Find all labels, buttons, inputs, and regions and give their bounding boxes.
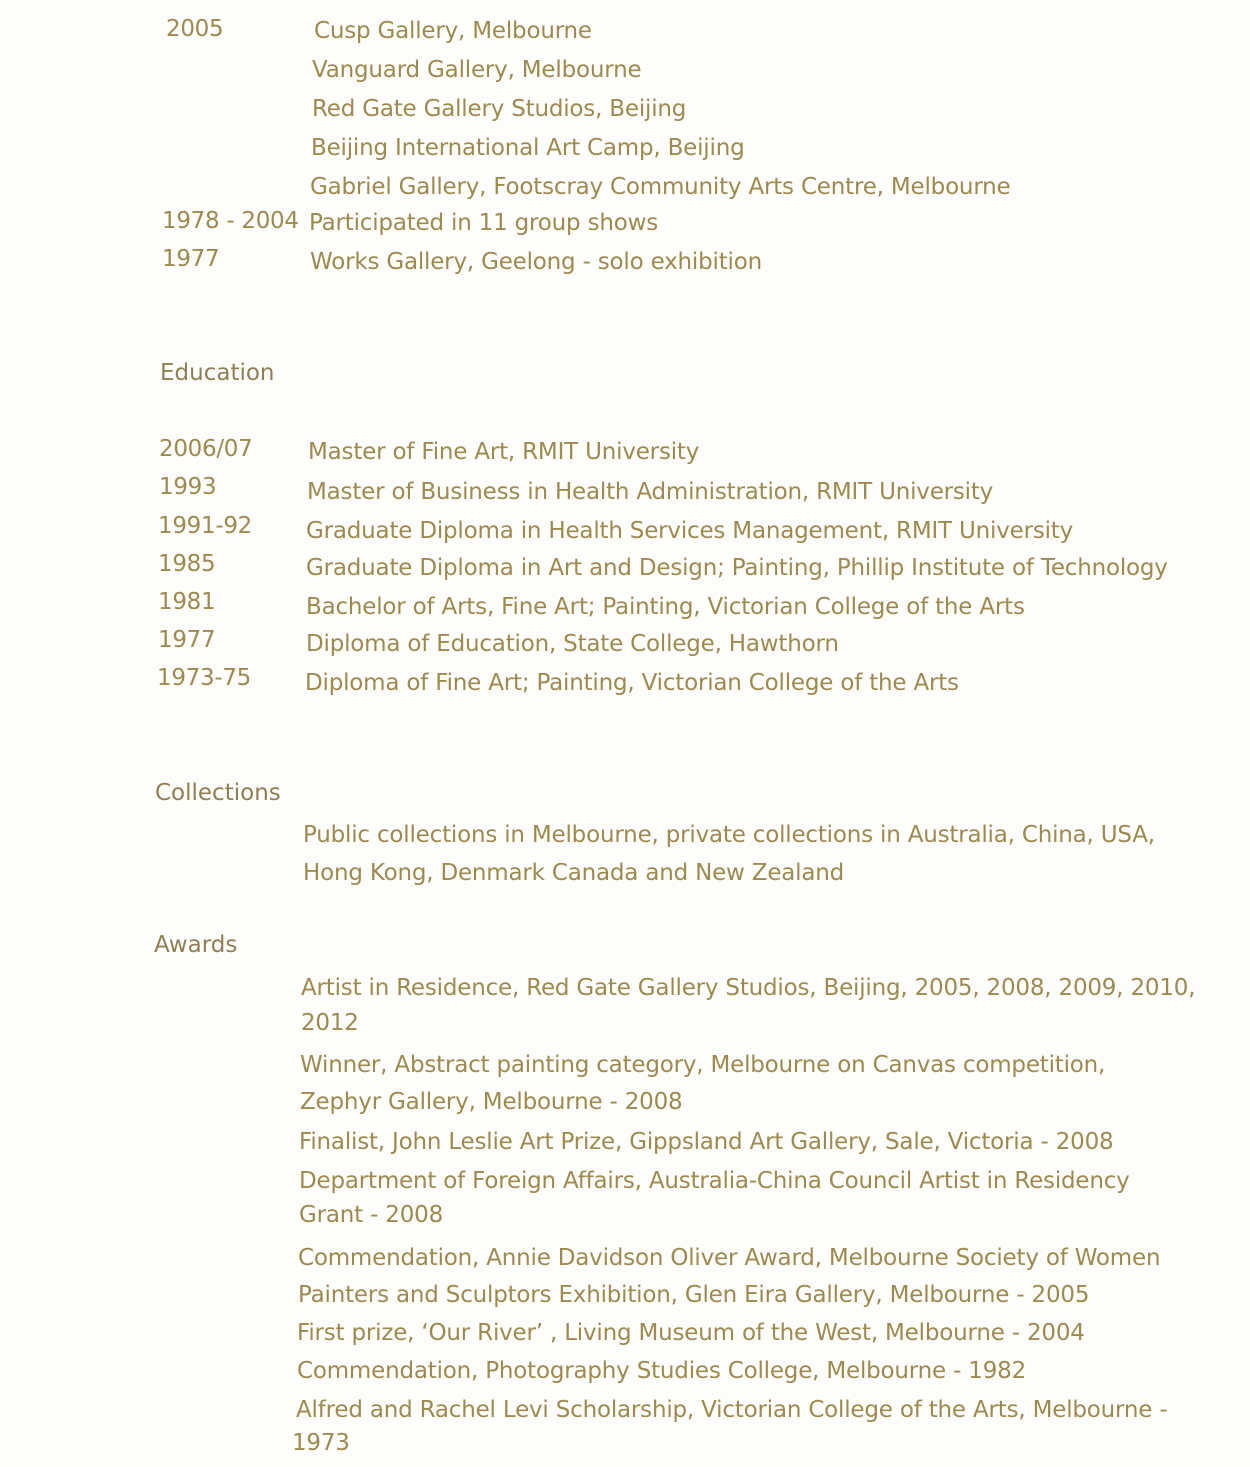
collections-line: Public collections in Melbourne, private collections in Australia, China, USA, bbox=[303, 822, 1155, 848]
education-year: 1981 bbox=[158, 589, 216, 615]
award-line: Commendation, Annie Davidson Oliver Award, Melbourne Society of Women bbox=[298, 1245, 1161, 1271]
education-entry: Graduate Diploma in Health Services Management, RMIT University bbox=[306, 518, 1074, 544]
education-year: 1973-75 bbox=[157, 665, 251, 691]
education-year: 1977 bbox=[158, 627, 216, 653]
award-line: First prize, ‘Our River’ , Living Museum of the West, Melbourne - 2004 bbox=[297, 1320, 1085, 1346]
education-year: 2006/07 bbox=[159, 436, 253, 462]
exhibition-entry: Works Gallery, Geelong - solo exhibition bbox=[310, 249, 762, 275]
award-line: Alfred and Rachel Levi Scholarship, Victorian College of the Arts, Melbourne - bbox=[296, 1397, 1168, 1423]
award-line: 2012 bbox=[301, 1010, 359, 1036]
collections-heading: Collections bbox=[155, 780, 281, 806]
award-line: Artist in Residence, Red Gate Gallery Studios, Beijing, 2005, 2008, 2009, 2010, bbox=[301, 975, 1196, 1001]
award-line: Painters and Sculptors Exhibition, Glen Eira Gallery, Melbourne - 2005 bbox=[298, 1282, 1090, 1308]
award-line: Department of Foreign Affairs, Australia-China Council Artist in Residency bbox=[299, 1168, 1130, 1194]
exhibition-year: 1977 bbox=[162, 246, 220, 272]
education-entry: Graduate Diploma in Art and Design; Painting, Phillip Institute of Technology bbox=[306, 555, 1168, 581]
education-year: 1991-92 bbox=[158, 513, 252, 539]
education-entry: Diploma of Education, State College, Hawthorn bbox=[306, 631, 839, 657]
award-line: Winner, Abstract painting category, Melbourne on Canvas competition, bbox=[300, 1052, 1106, 1078]
education-entry: Master of Fine Art, RMIT University bbox=[308, 439, 700, 465]
education-entry: Master of Business in Health Administration, RMIT University bbox=[307, 479, 994, 505]
exhibition-entry: Cusp Gallery, Melbourne bbox=[314, 18, 592, 44]
education-heading: Education bbox=[160, 360, 275, 386]
exhibition-year: 2005 bbox=[166, 16, 224, 42]
award-line: Finalist, John Leslie Art Prize, Gippsland Art Gallery, Sale, Victoria - 2008 bbox=[299, 1129, 1114, 1155]
exhibition-year: 1978 - 2004 bbox=[162, 208, 299, 234]
education-year: 1993 bbox=[159, 474, 217, 500]
exhibition-entry: Beijing International Art Camp, Beijing bbox=[311, 135, 745, 161]
exhibition-entry: Participated in 11 group shows bbox=[309, 210, 658, 236]
award-line: Commendation, Photography Studies College, Melbourne - 1982 bbox=[297, 1358, 1027, 1384]
exhibition-entry: Vanguard Gallery, Melbourne bbox=[312, 57, 642, 83]
awards-heading: Awards bbox=[154, 932, 238, 958]
education-entry: Bachelor of Arts, Fine Art; Painting, Victorian College of the Arts bbox=[306, 594, 1025, 620]
award-line: 1973 bbox=[292, 1430, 350, 1456]
award-line: Grant - 2008 bbox=[299, 1202, 444, 1228]
exhibition-entry: Red Gate Gallery Studios, Beijing bbox=[312, 96, 687, 122]
collections-line: Hong Kong, Denmark Canada and New Zealand bbox=[303, 860, 845, 886]
education-year: 1985 bbox=[158, 551, 216, 577]
education-entry: Diploma of Fine Art; Painting, Victorian College of the Arts bbox=[305, 670, 959, 696]
award-line: Zephyr Gallery, Melbourne - 2008 bbox=[300, 1089, 683, 1115]
exhibition-entry: Gabriel Gallery, Footscray Community Arts Centre, Melbourne bbox=[310, 174, 1011, 200]
